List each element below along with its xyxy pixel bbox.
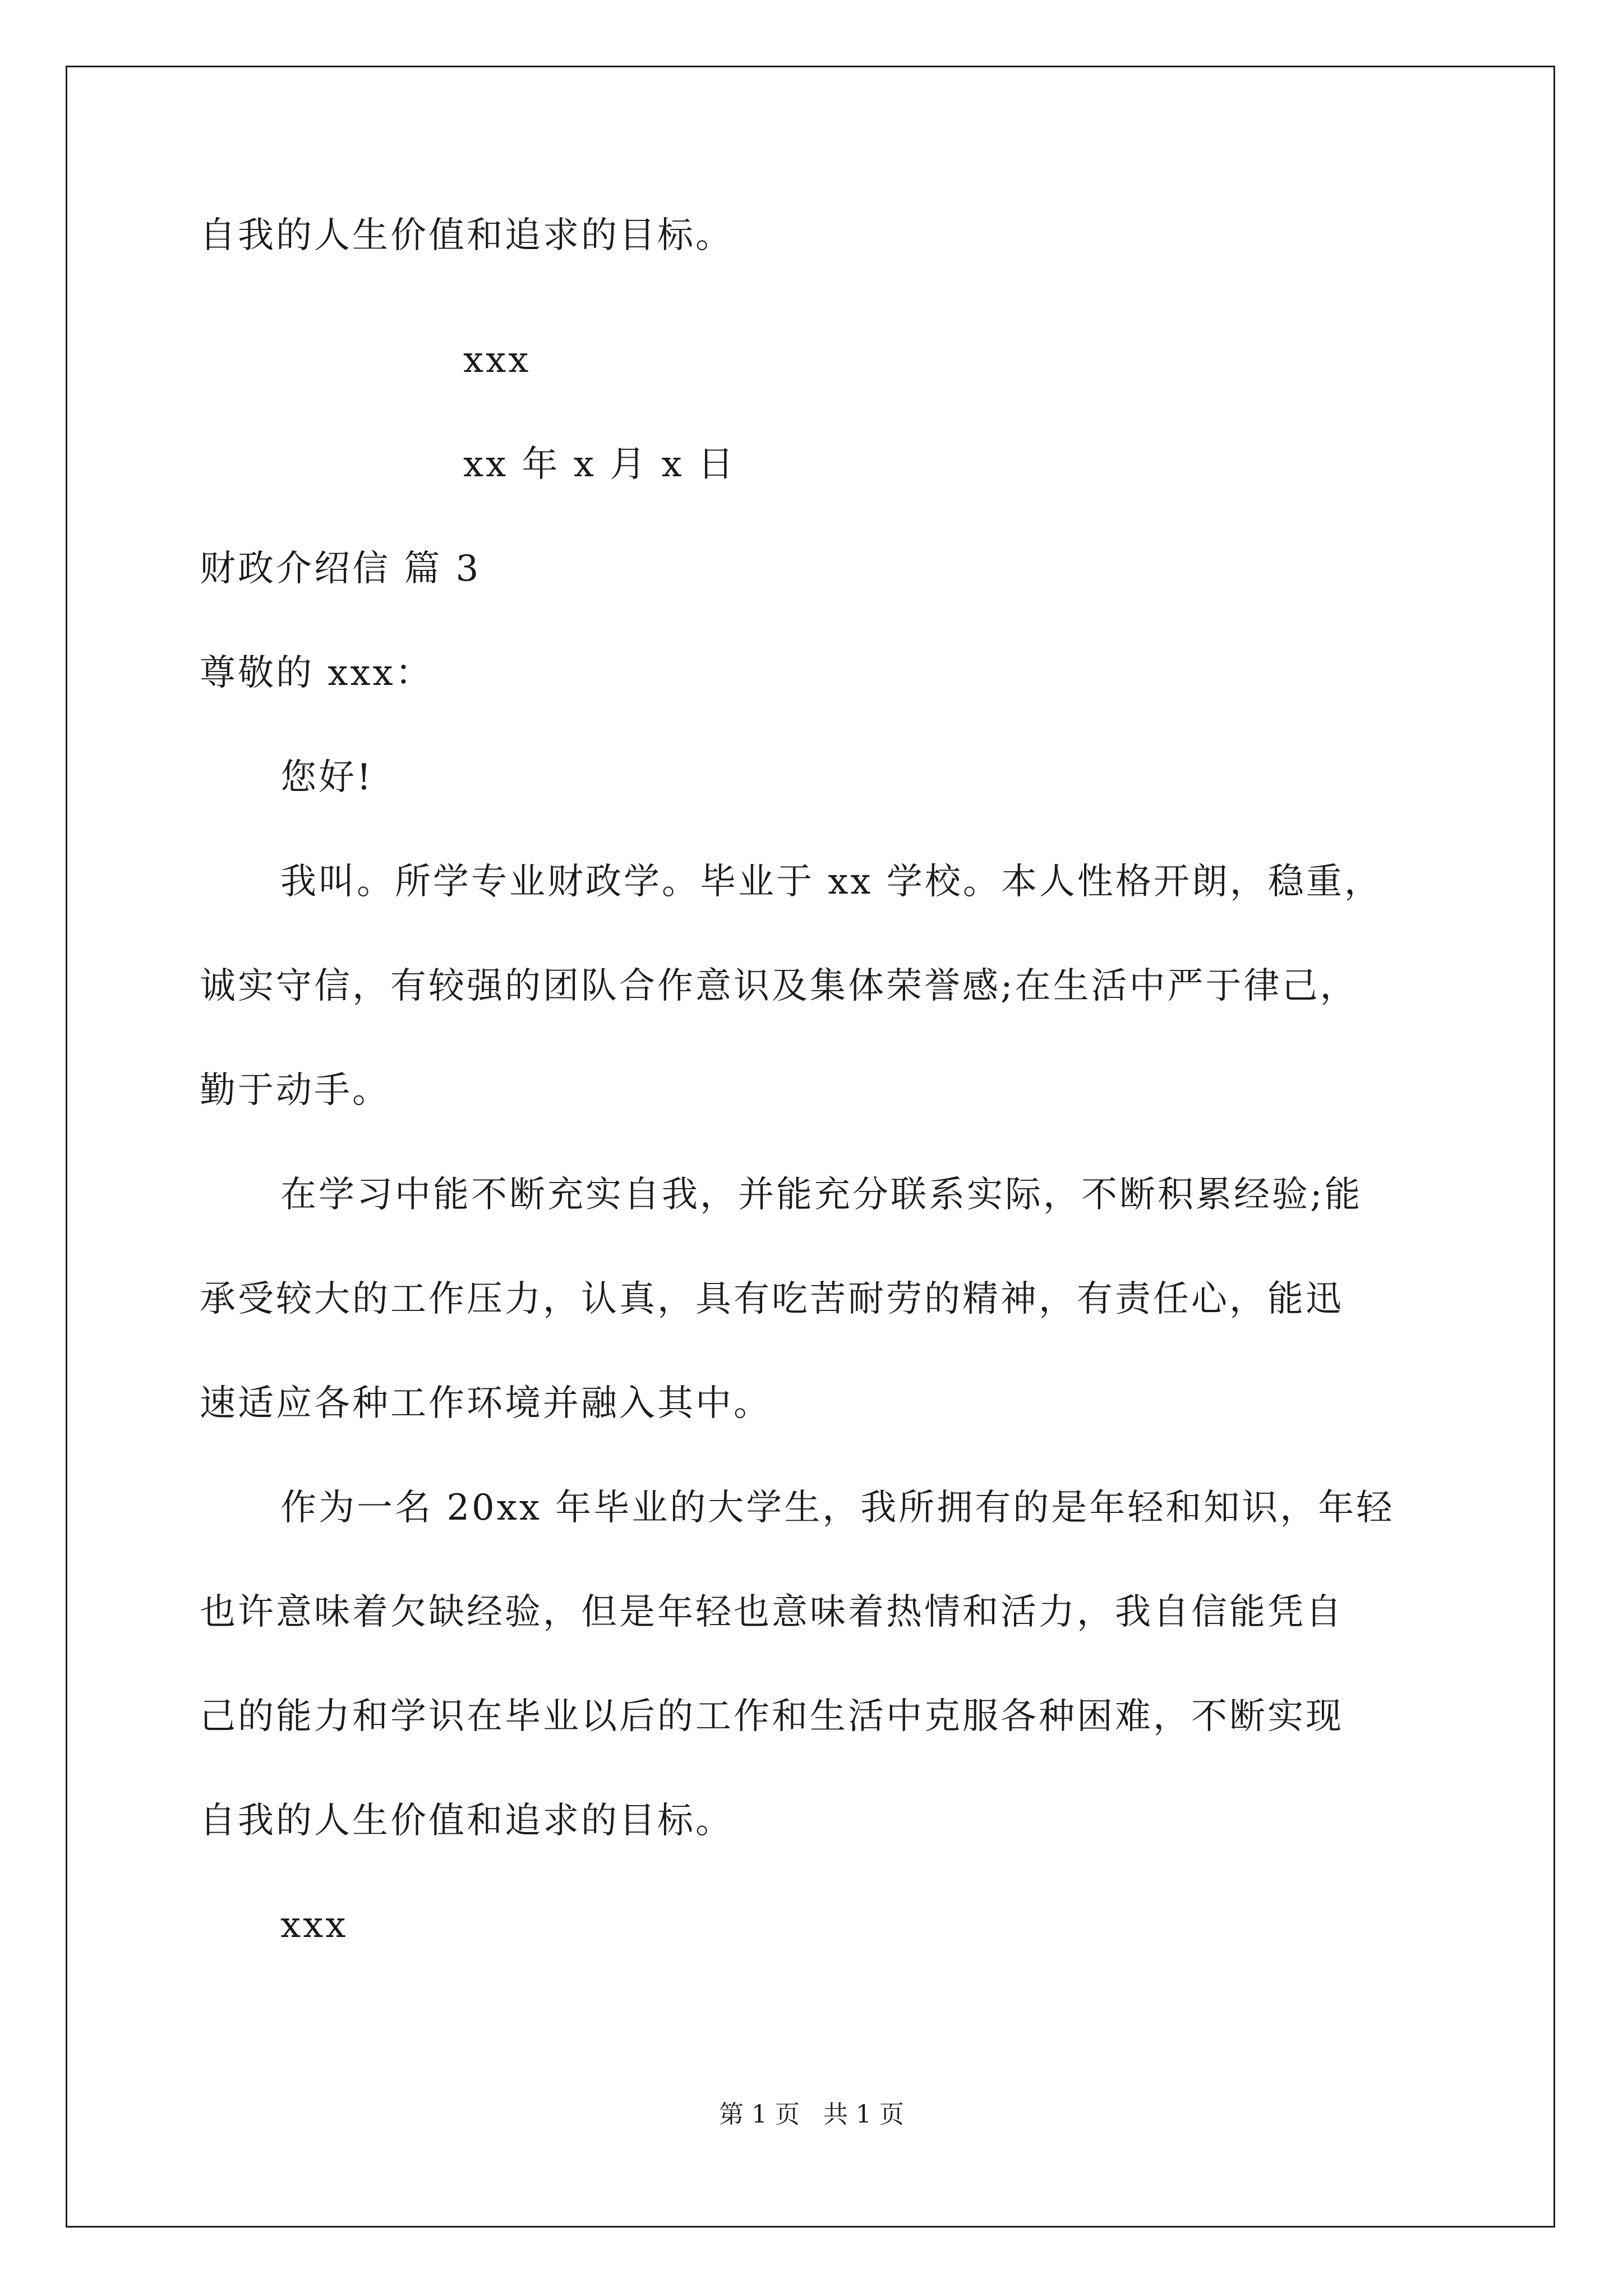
paragraph-1-line-3: 勤于动手。: [200, 1070, 390, 1111]
greeting: 您好!: [280, 757, 374, 798]
paragraph-2-line-3: 速适应各种工作环境并融入其中。: [200, 1383, 772, 1424]
salutation: 尊敬的 xxx：: [200, 652, 434, 694]
paragraph-3-line-4: 自我的人生价值和追求的目标。: [200, 1800, 734, 1842]
paragraph-1-line-1: 我叫。所学专业财政学。毕业于 xx 学校。本人性格开朗，稳重，: [280, 861, 1382, 903]
section-heading: 财政介绍信 篇 3: [200, 548, 481, 590]
paragraph-2-line-2: 承受较大的工作压力，认真，具有吃苦耐劳的精神，有责任心，能迅: [200, 1278, 1344, 1320]
paragraph-3-line-3: 己的能力和学识在毕业以后的工作和生活中克服各种困难，不断实现: [200, 1696, 1344, 1737]
paragraph-3-line-2: 也许意味着欠缺经验，但是年轻也意味着热情和活力，我自信能凭自: [200, 1591, 1344, 1633]
signature-name: xxx: [463, 339, 531, 381]
signature-date: xx 年 x 月 x 日: [463, 444, 736, 485]
body-text-line: 自我的人生价值和追求的目标。: [200, 215, 734, 256]
paragraph-1-line-2: 诚实守信，有较强的团队合作意识及集体荣誉感;在生活中严于律己，: [200, 965, 1358, 1007]
page-footer: 第 1 页 共 1 页: [719, 2100, 904, 2129]
paragraph-3-line-1: 作为一名 20xx 年毕业的大学生，我所拥有的是年轻和知识，年轻: [280, 1487, 1395, 1529]
paragraph-2-line-1: 在学习中能不断充实自我，并能充分联系实际，不断积累经验;能: [280, 1174, 1363, 1216]
closing-signature: xxx: [280, 1904, 348, 1946]
